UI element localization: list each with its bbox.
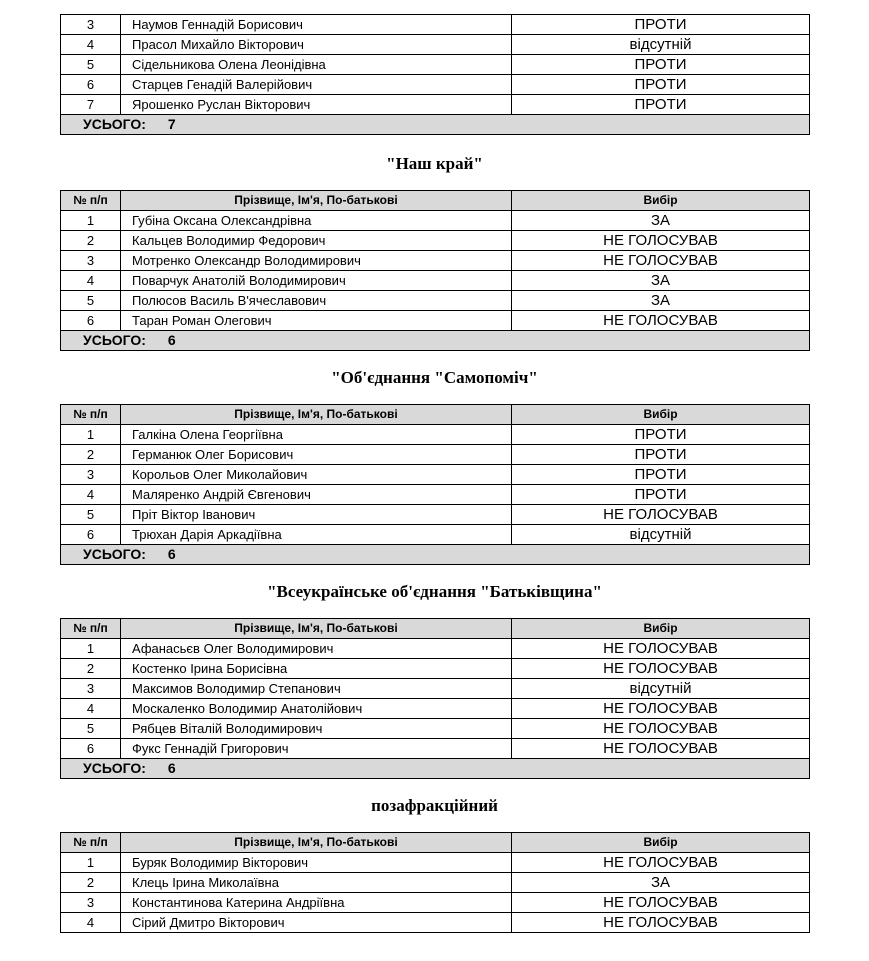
faction-title: "Об'єднання "Самопоміч": [331, 368, 538, 387]
vote-choice: ПРОТИ: [512, 465, 810, 485]
deputy-name: Афанасьєв Олег Володимирович: [121, 639, 512, 659]
table-row: [61, 271, 810, 291]
deputy-name: Москаленко Володимир Анатолійович: [121, 699, 512, 719]
table-row: [61, 873, 810, 893]
vote-choice: НЕ ГОЛОСУВАВ: [512, 251, 810, 271]
vote-table: [60, 14, 810, 135]
deputy-name: Трюхан Дарія Аркадіївна: [121, 525, 512, 545]
column-header-name: Прізвище, Ім'я, По-батькові: [121, 833, 512, 853]
vote-choice: відсутній: [512, 525, 810, 545]
row-number: 7: [61, 95, 121, 115]
vote-choice: відсутній: [512, 679, 810, 699]
table-row: [61, 853, 810, 873]
column-header-number: № п/п: [61, 191, 121, 211]
table-row: [61, 739, 810, 759]
deputy-name: Сідельникова Олена Леонідівна: [121, 55, 512, 75]
vote-choice: ПРОТИ: [512, 75, 810, 95]
vote-choice: ЗА: [512, 271, 810, 291]
row-number: 3: [61, 679, 121, 699]
deputy-name: Таран Роман Олегович: [121, 311, 512, 331]
column-header-vote: Вибір: [512, 191, 810, 211]
vote-choice: ПРОТИ: [512, 425, 810, 445]
table-row: [61, 55, 810, 75]
deputy-name: Мотренко Олександр Володимирович: [121, 251, 512, 271]
deputy-name: Губіна Оксана Олександрівна: [121, 211, 512, 231]
row-number: 5: [61, 719, 121, 739]
deputy-name: Максимов Володимир Степанович: [121, 679, 512, 699]
table-row: [61, 291, 810, 311]
table-row: [61, 659, 810, 679]
total-count: 7: [167, 116, 176, 132]
vote-choice: НЕ ГОЛОСУВАВ: [512, 739, 810, 759]
table-row: [61, 15, 810, 35]
row-number: 4: [61, 485, 121, 505]
table-row: [61, 211, 810, 231]
table-header-row: [61, 405, 810, 425]
deputy-name: Фукс Геннадій Григорович: [121, 739, 512, 759]
total-row: [61, 545, 810, 565]
row-number: 4: [61, 271, 121, 291]
vote-choice: НЕ ГОЛОСУВАВ: [512, 913, 810, 933]
row-number: 4: [61, 699, 121, 719]
row-number: 1: [61, 425, 121, 445]
row-number: 2: [61, 231, 121, 251]
table-row: [61, 679, 810, 699]
column-header-vote: Вибір: [512, 619, 810, 639]
table-row: [61, 699, 810, 719]
total-label: УСЬОГО:: [83, 546, 146, 562]
row-number: 4: [61, 35, 121, 55]
deputy-name: Корольов Олег Миколайович: [121, 465, 512, 485]
table-row: [61, 75, 810, 95]
total-label: УСЬОГО:: [83, 760, 146, 776]
row-number: 6: [61, 739, 121, 759]
vote-choice: НЕ ГОЛОСУВАВ: [512, 311, 810, 331]
vote-choice: ЗА: [512, 873, 810, 893]
total-label: УСЬОГО:: [83, 332, 146, 348]
row-number: 2: [61, 445, 121, 465]
table-row: [61, 465, 810, 485]
table-row: [61, 719, 810, 739]
vote-choice: ПРОТИ: [512, 55, 810, 75]
deputy-name: Полюсов Василь В'ячеславович: [121, 291, 512, 311]
column-header-name: Прізвище, Ім'я, По-батькові: [121, 405, 512, 425]
total-label: УСЬОГО:: [83, 116, 146, 132]
row-number: 2: [61, 873, 121, 893]
deputy-name: Ярошенко Руслан Вікторович: [121, 95, 512, 115]
table-row: [61, 525, 810, 545]
row-number: 5: [61, 291, 121, 311]
deputy-name: Наумов Геннадій Борисович: [121, 15, 512, 35]
vote-table: [60, 404, 810, 565]
deputy-name: Германюк Олег Борисович: [121, 445, 512, 465]
row-number: 1: [61, 853, 121, 873]
vote-choice: ЗА: [512, 291, 810, 311]
table-header-row: [61, 619, 810, 639]
vote-choice: НЕ ГОЛОСУВАВ: [512, 505, 810, 525]
column-header-number: № п/п: [61, 833, 121, 853]
column-header-number: № п/п: [61, 405, 121, 425]
deputy-name: Прасол Михайло Вікторович: [121, 35, 512, 55]
vote-choice: ПРОТИ: [512, 485, 810, 505]
faction-block: [60, 190, 809, 351]
row-number: 6: [61, 311, 121, 331]
row-number: 1: [61, 211, 121, 231]
table-row: [61, 95, 810, 115]
faction-title: "Всеукраїнське об'єднання "Батьківщина": [267, 582, 602, 601]
total-row: [61, 331, 810, 351]
vote-choice: НЕ ГОЛОСУВАВ: [512, 639, 810, 659]
total-count: 6: [167, 332, 176, 348]
row-number: 6: [61, 525, 121, 545]
deputy-name: Кальцев Володимир Федорович: [121, 231, 512, 251]
deputy-name: Пріт Віктор Іванович: [121, 505, 512, 525]
vote-choice: ПРОТИ: [512, 445, 810, 465]
column-header-vote: Вибір: [512, 405, 810, 425]
deputy-name: Маляренко Андрій Євгенович: [121, 485, 512, 505]
row-number: 5: [61, 55, 121, 75]
row-number: 3: [61, 465, 121, 485]
table-row: [61, 35, 810, 55]
deputy-name: Костенко Ірина Борисівна: [121, 659, 512, 679]
vote-table: [60, 832, 810, 933]
column-header-number: № п/п: [61, 619, 121, 639]
vote-table: [60, 618, 810, 779]
deputy-name: Клець Ірина Миколаївна: [121, 873, 512, 893]
faction-block: [60, 404, 809, 565]
total-row: [61, 115, 810, 135]
table-row: [61, 425, 810, 445]
table-row: [61, 913, 810, 933]
column-header-name: Прізвище, Ім'я, По-батькові: [121, 619, 512, 639]
column-header-vote: Вибір: [512, 833, 810, 853]
faction-block: [60, 832, 809, 933]
faction-block: [60, 618, 809, 779]
vote-choice: ПРОТИ: [512, 15, 810, 35]
column-header-name: Прізвище, Ім'я, По-батькові: [121, 191, 512, 211]
row-number: 1: [61, 639, 121, 659]
faction-block-continued: [60, 14, 809, 135]
table-row: [61, 893, 810, 913]
table-row: [61, 445, 810, 465]
deputy-name: Сірий Дмитро Вікторович: [121, 913, 512, 933]
vote-choice: НЕ ГОЛОСУВАВ: [512, 659, 810, 679]
table-row: [61, 485, 810, 505]
table-row: [61, 639, 810, 659]
row-number: 4: [61, 913, 121, 933]
vote-choice: НЕ ГОЛОСУВАВ: [512, 893, 810, 913]
vote-choice: НЕ ГОЛОСУВАВ: [512, 231, 810, 251]
deputy-name: Константинова Катерина Андріївна: [121, 893, 512, 913]
total-count: 6: [167, 546, 176, 562]
row-number: 3: [61, 15, 121, 35]
total-count: 6: [167, 760, 176, 776]
table-row: [61, 231, 810, 251]
row-number: 3: [61, 893, 121, 913]
deputy-name: Буряк Володимир Вікторович: [121, 853, 512, 873]
table-header-row: [61, 191, 810, 211]
vote-choice: НЕ ГОЛОСУВАВ: [512, 699, 810, 719]
deputy-name: Рябцев Віталій Володимирович: [121, 719, 512, 739]
deputy-name: Старцев Генадій Валерійович: [121, 75, 512, 95]
vote-choice: НЕ ГОЛОСУВАВ: [512, 719, 810, 739]
deputy-name: Галкіна Олена Георгіївна: [121, 425, 512, 445]
row-number: 5: [61, 505, 121, 525]
row-number: 6: [61, 75, 121, 95]
faction-title: "Наш край": [386, 154, 483, 173]
row-number: 2: [61, 659, 121, 679]
vote-choice: ПРОТИ: [512, 95, 810, 115]
table-header-row: [61, 833, 810, 853]
vote-choice: НЕ ГОЛОСУВАВ: [512, 853, 810, 873]
vote-choice: ЗА: [512, 211, 810, 231]
vote-choice: відсутній: [512, 35, 810, 55]
table-row: [61, 505, 810, 525]
vote-table: [60, 190, 810, 351]
table-row: [61, 251, 810, 271]
table-row: [61, 311, 810, 331]
total-row: [61, 759, 810, 779]
faction-title: позафракційний: [371, 796, 498, 815]
deputy-name: Поварчук Анатолій Володимирович: [121, 271, 512, 291]
row-number: 3: [61, 251, 121, 271]
